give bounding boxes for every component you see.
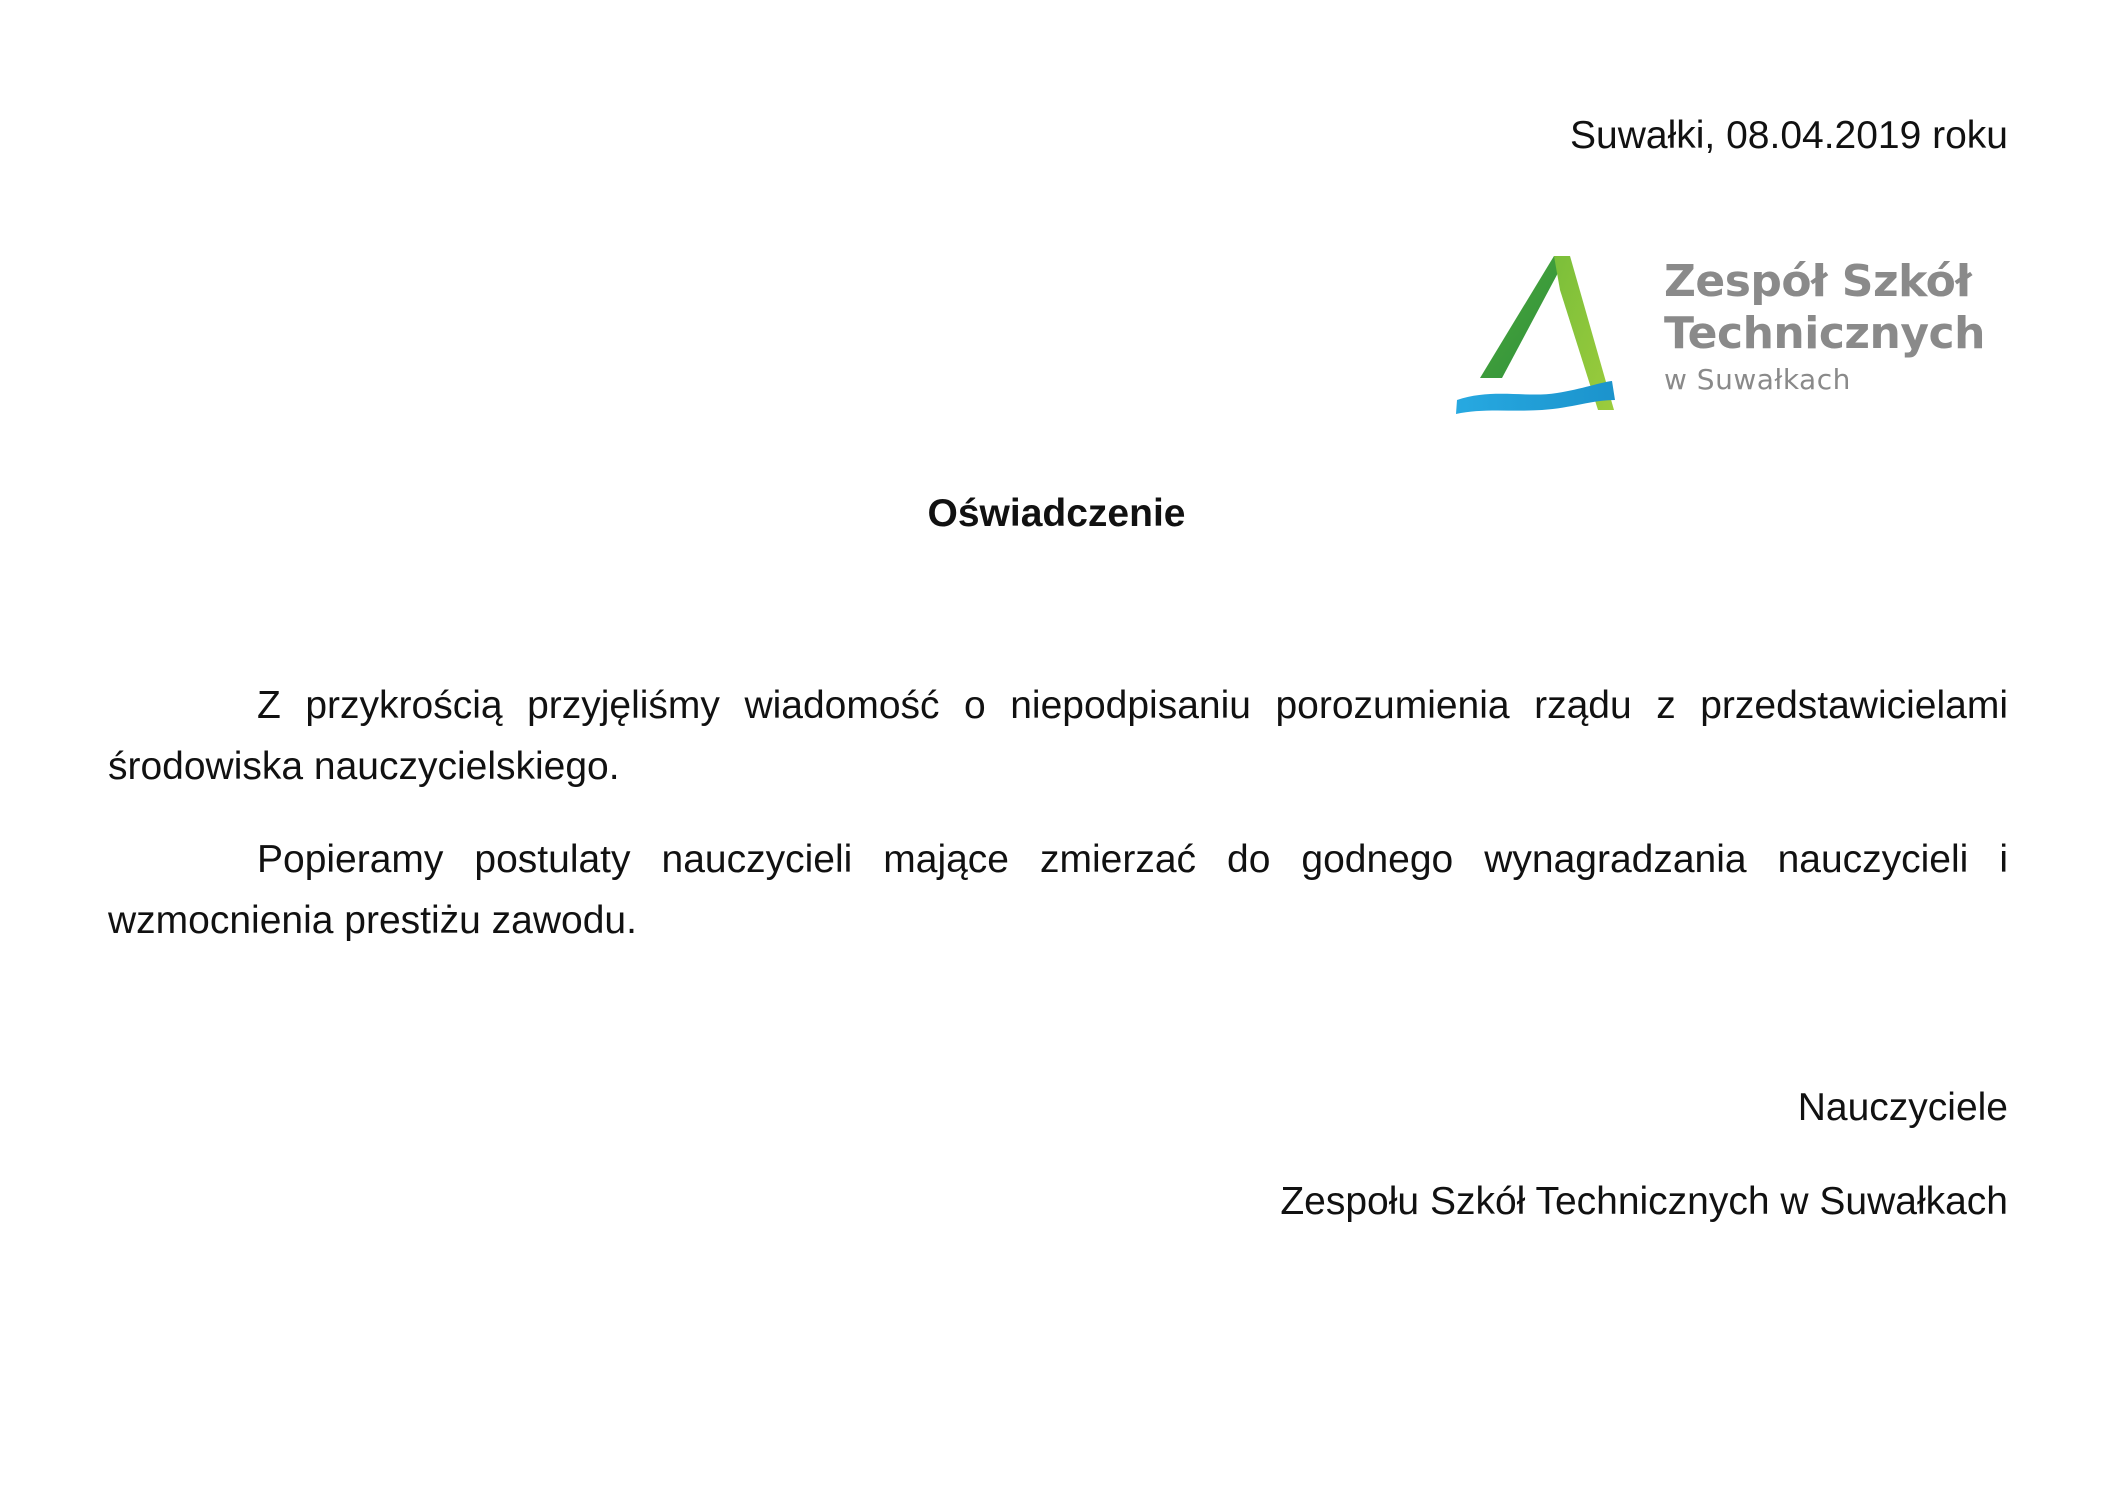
paragraph-2: Popieramy postulaty nauczycieli mające zmierzać do godnego wynagradzania nauczycieli i wzmocnienia prestiżu zawodu. — [108, 838, 2008, 942]
document-title: Oświadczenie — [927, 492, 1186, 535]
school-logo-icon — [1452, 250, 1652, 420]
document-date: Suwałki, 08.04.2019 roku — [1570, 114, 2008, 157]
logo-line3: w Suwałkach — [1664, 363, 1851, 396]
paragraph-1: Z przykrością przyjęliśmy wiadomość o niepodpisaniu porozumienia rządu z przedstawicielami środowiska nauczycielskiego. — [108, 684, 2008, 788]
signature-line-1: Nauczyciele — [1797, 1086, 2008, 1129]
school-logo-text — [1664, 256, 1985, 400]
school-logo — [1452, 250, 2012, 420]
logo-line2: Technicznych — [1664, 308, 1985, 359]
logo-line1: Zespół Szkół — [1664, 256, 1972, 307]
signature-line-2: Zespołu Szkół Technicznych w Suwałkach — [1280, 1180, 2008, 1223]
